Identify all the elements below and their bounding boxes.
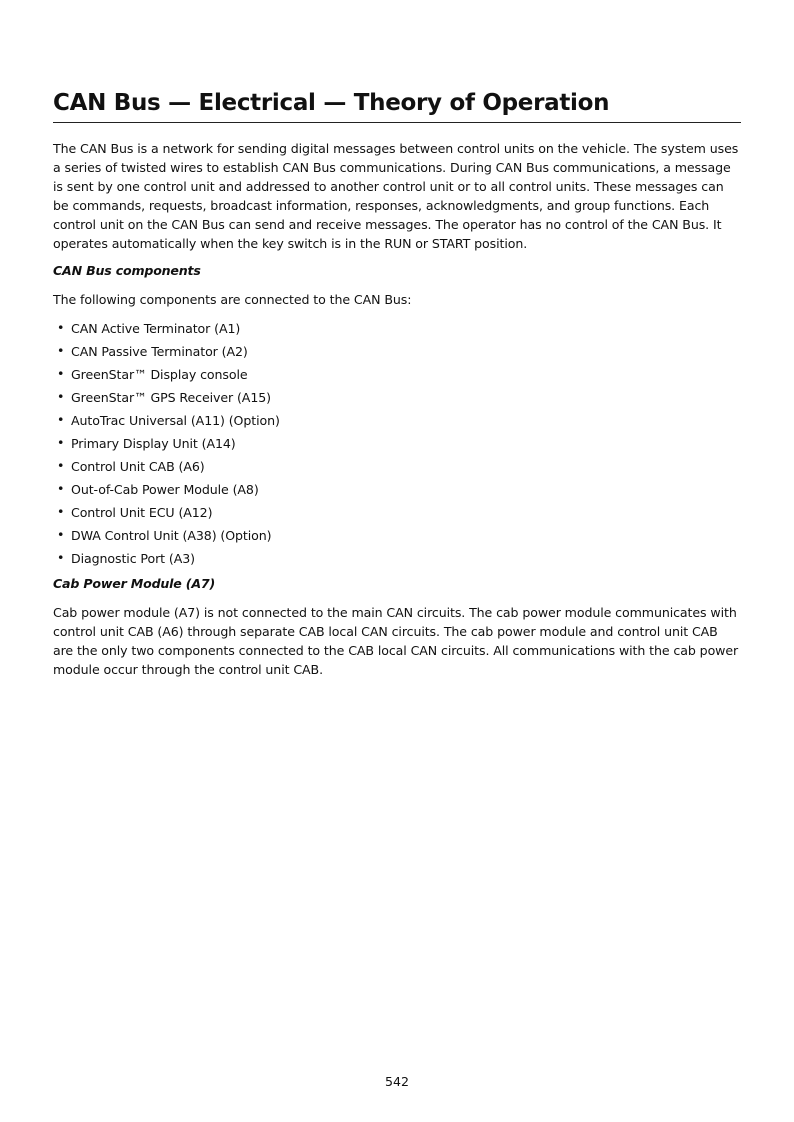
list-item [53,386,741,409]
list-item-text: GreenStar™ GPS Receiver (A15) [71,390,271,405]
intro-paragraph: The CAN Bus is a network for sending digital messages between control units on the vehicle. The system uses a series of twisted wires to establish CAN Bus communications. During CAN Bus communications, a message is sent by one control unit and addressed to another control unit or to all control units. These messages can be commands, requests, broadcast information, responses, acknowledgments, and group functions. Each control unit on the CAN Bus can send and receive messages. The operator has no control of the CAN Bus. It operates automatically when the key switch is in the RUN or START position. [53,141,739,251]
bullet-icon: • [57,550,65,565]
bullet-icon: • [57,481,65,496]
list-item [53,547,741,570]
list-item [53,455,741,478]
list-item-text: AutoTrac Universal (A11) (Option) [71,413,280,428]
page-title: CAN Bus — Electrical — Theory of Operation [53,86,741,123]
bullet-icon: • [57,504,65,519]
cab-power-heading: Cab Power Module (A7) [53,576,216,591]
list-item-text: Control Unit CAB (A6) [71,459,205,474]
list-item [53,524,741,547]
bullet-icon: • [57,389,65,404]
bullet-icon: • [57,435,65,450]
bullet-icon: • [57,458,65,473]
bullet-icon: • [57,527,65,542]
list-item [53,340,741,363]
list-item [53,478,741,501]
list-item [53,501,741,524]
list-item-text: Out-of-Cab Power Module (A8) [71,482,259,497]
components-lead: The following components are connected to the CAN Bus: [53,292,412,307]
document-page [53,86,741,679]
list-item-text: GreenStar™ Display console [71,367,248,382]
list-item [53,317,741,340]
bullet-icon: • [57,366,65,381]
bullet-icon: • [57,412,65,427]
bullet-icon: • [57,343,65,358]
list-item [53,409,741,432]
list-item-text: Control Unit ECU (A12) [71,505,213,520]
bullet-icon: • [57,320,65,335]
components-list [53,317,741,570]
list-item-text: CAN Passive Terminator (A2) [71,344,248,359]
list-item [53,363,741,386]
components-heading: CAN Bus components [53,263,201,278]
cab-power-paragraph: Cab power module (A7) is not connected to the main CAN circuits. The cab power module communicates with control unit CAB (A6) through separate CAB local CAN circuits. The cab power module and control unit CAB are the only two components connected to the CAB local CAN circuits. All communications with the cab power module occur through the control unit CAB. [53,605,739,677]
list-item-text: Primary Display Unit (A14) [71,436,236,451]
list-item-text: DWA Control Unit (A38) (Option) [71,528,272,543]
list-item-text: Diagnostic Port (A3) [71,551,195,566]
page-number: 542 [384,1074,410,1089]
list-item [53,432,741,455]
list-item-text: CAN Active Terminator (A1) [71,321,241,336]
